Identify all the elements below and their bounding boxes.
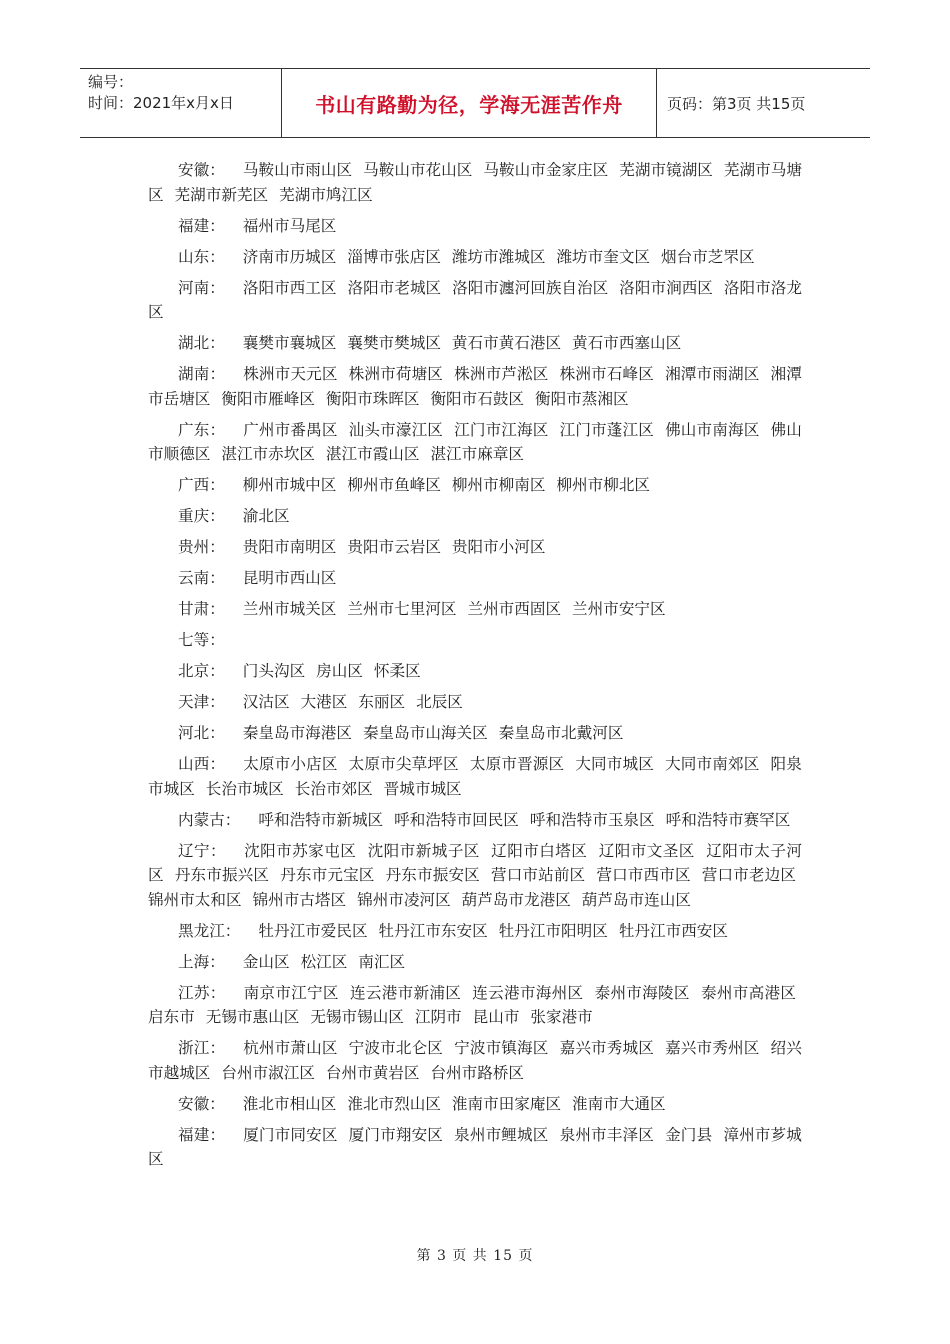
region-paragraph	[148, 158, 802, 207]
district-name: 南京市江宁区	[243, 983, 339, 1002]
district-name: 呼和浩特市新城区	[258, 810, 384, 829]
district-name: 长治市城区	[205, 779, 284, 798]
region-label: 广东：	[178, 420, 226, 439]
district-name: 汕头市濠江区	[348, 420, 444, 439]
district-name: 泰州市海陵区	[594, 983, 690, 1002]
header-meta	[80, 69, 282, 137]
district-name: 金门县	[665, 1125, 713, 1144]
district-name: 佛山市顺德区	[148, 420, 802, 463]
district-name: 营口市西市区	[596, 866, 691, 884]
district-name: 呼和浩特市回民区	[394, 810, 519, 829]
region-paragraph	[148, 659, 802, 684]
region-label: 安徽：	[178, 1094, 225, 1113]
region-paragraph	[148, 331, 802, 356]
district-name: 兰州市城关区	[242, 600, 337, 618]
district-name: 淮北市相山区	[242, 1094, 337, 1113]
district-name: 烟台市芝罘区	[660, 247, 755, 266]
district-name: 淮南市田家庵区	[451, 1094, 562, 1113]
district-name: 淄博市张店区	[347, 247, 441, 266]
district-name: 牡丹江市爱民区	[258, 921, 368, 940]
district-name: 福州市马尾区	[242, 216, 337, 235]
district-name: 太原市晋源区	[469, 755, 565, 773]
district-name: 启东市	[148, 1008, 195, 1026]
district-name: 柳州市城中区	[242, 476, 337, 494]
district-name: 沈阳市苏家屯区	[244, 841, 357, 860]
region-paragraph	[148, 1092, 802, 1117]
region-label: 河南：	[178, 278, 225, 297]
district-name: 葫芦岛市连山区	[581, 890, 691, 909]
region-paragraph	[148, 981, 802, 1030]
district-name: 泉州市丰泽区	[559, 1125, 654, 1144]
district-name: 衡阳市雁峰区	[221, 389, 315, 408]
region-paragraph	[148, 690, 802, 715]
district-name: 辽阳市白塔区	[491, 841, 588, 860]
district-name: 锦州市古塔区	[252, 890, 347, 909]
district-name: 淮南市大通区	[572, 1094, 666, 1113]
district-name: 洛阳市洛龙区	[148, 278, 802, 321]
district-name: 厦门市同安区	[243, 1125, 338, 1144]
region-label: 七等：	[178, 631, 225, 649]
header-motto-cell	[282, 69, 657, 137]
district-name: 马鞍山市金家庄区	[483, 161, 609, 179]
region-label: 山西：	[178, 755, 226, 773]
district-name: 晋城市城区	[383, 779, 462, 798]
region-paragraph	[148, 473, 802, 498]
district-name: 江门市江海区	[454, 420, 549, 439]
district-name: 大同市南郊区	[665, 755, 760, 773]
region-paragraph	[148, 214, 802, 239]
header-page-info: 页码：第3页 共15页	[667, 94, 806, 113]
region-paragraph	[148, 566, 802, 591]
region-paragraph	[148, 504, 802, 529]
district-name: 济南市历城区	[242, 247, 337, 266]
region-label: 福建：	[178, 216, 225, 235]
district-name: 大同市城区	[575, 755, 654, 773]
region-label: 北京：	[178, 662, 225, 680]
district-name: 襄樊市襄城区	[242, 334, 337, 352]
district-name: 泰州市高港区	[701, 983, 796, 1002]
district-name: 太原市小店区	[243, 755, 338, 773]
region-paragraph	[148, 276, 802, 325]
district-name: 台州市路桥区	[430, 1063, 525, 1082]
district-name: 沈阳市新城子区	[367, 841, 480, 860]
page-footer: 第 3 页 共 15 页	[416, 1248, 534, 1264]
district-name: 秦皇岛市北戴河区	[498, 724, 624, 742]
region-label: 河北：	[178, 724, 225, 742]
district-name: 金山区	[242, 952, 290, 971]
region-label: 安徽：	[178, 161, 225, 179]
district-name: 厦门市翔安区	[348, 1125, 444, 1144]
district-name: 呼和浩特市赛罕区	[665, 810, 791, 829]
district-name: 北辰区	[416, 693, 463, 711]
region-paragraph	[148, 919, 802, 944]
region-paragraph	[148, 245, 802, 270]
district-name: 株洲市荷塘区	[348, 365, 444, 383]
district-name: 洛阳市老城区	[347, 278, 442, 297]
region-label: 内蒙古：	[178, 810, 241, 829]
region-paragraph	[148, 808, 802, 833]
district-name: 衡阳市石鼓区	[430, 389, 525, 408]
district-name: 无锡市锡山区	[310, 1008, 404, 1026]
region-label: 天津：	[178, 693, 225, 711]
district-name: 株洲市石峰区	[559, 365, 654, 383]
region-paragraph	[148, 752, 802, 801]
region-label: 浙江：	[178, 1039, 226, 1057]
district-name: 绍兴市越城区	[148, 1039, 802, 1082]
district-name: 马鞍山市花山区	[363, 161, 473, 179]
district-name: 牡丹江市阳明区	[498, 921, 608, 940]
district-name: 黄石市黄石港区	[451, 334, 562, 352]
district-name: 柳州市柳北区	[556, 476, 651, 494]
region-paragraph	[148, 418, 802, 467]
district-name: 无锡市惠山区	[205, 1008, 300, 1026]
region-paragraph	[148, 362, 802, 411]
district-name: 东丽区	[358, 693, 406, 711]
district-name: 贵阳市小河区	[451, 538, 546, 556]
district-name: 襄樊市樊城区	[347, 334, 441, 352]
district-name: 汉沽区	[242, 693, 290, 711]
district-name: 营口市老边区	[701, 866, 796, 884]
region-paragraph	[148, 839, 802, 913]
district-name: 嘉兴市秀城区	[559, 1039, 654, 1057]
district-name: 潍坊市潍城区	[451, 247, 546, 266]
district-name: 湘潭市雨湖区	[665, 365, 760, 383]
district-name: 锦州市凌河区	[357, 890, 451, 909]
district-name: 张家港市	[530, 1008, 593, 1026]
district-name: 营口市站前区	[490, 866, 586, 884]
district-name: 芜湖市新芜区	[174, 185, 269, 204]
region-label: 江苏：	[178, 983, 226, 1002]
district-name: 洛阳市西工区	[242, 278, 337, 297]
district-name: 潍坊市奎文区	[556, 247, 651, 266]
district-name: 台州市黄岩区	[325, 1063, 420, 1082]
district-name: 宁波市镇海区	[454, 1039, 549, 1057]
region-label: 黑龙江：	[178, 921, 241, 940]
district-name: 丹东市振安区	[385, 866, 480, 884]
header-motto: 书山有路勤为径，学海无涯苦作舟	[315, 92, 623, 117]
region-paragraph	[148, 950, 802, 975]
district-name: 葫芦岛市龙港区	[461, 890, 571, 909]
district-name: 太原市尖草坪区	[348, 755, 459, 773]
district-name: 渝北区	[242, 507, 290, 525]
district-name: 淮北市烈山区	[347, 1094, 441, 1113]
district-name: 马鞍山市雨山区	[242, 161, 353, 179]
district-name: 衡阳市珠晖区	[325, 389, 420, 408]
district-name: 丹东市振兴区	[174, 866, 270, 884]
district-name: 牡丹江市西安区	[618, 921, 728, 940]
district-name: 柳州市柳南区	[451, 476, 546, 494]
district-name: 衡阳市蒸湘区	[535, 389, 629, 408]
district-name: 锦州市太和区	[148, 890, 242, 909]
district-name: 贵阳市云岩区	[347, 538, 441, 556]
district-name: 呼和浩特市玉泉区	[529, 810, 655, 829]
header-page-cell	[657, 69, 870, 137]
district-name: 昆明市西山区	[242, 569, 337, 587]
district-name: 牡丹江市东安区	[378, 921, 488, 940]
district-name: 黄石市西塞山区	[572, 334, 682, 352]
district-name: 湛江市赤坎区	[221, 445, 315, 463]
district-name: 丹东市元宝区	[280, 866, 375, 884]
district-name: 芜湖市马塘区	[148, 161, 802, 204]
district-name: 台州市淑江区	[221, 1063, 315, 1082]
district-name: 湛江市霞山区	[325, 445, 420, 463]
region-label: 贵州：	[178, 538, 225, 556]
district-name: 兰州市西固区	[467, 600, 562, 618]
district-name: 洛阳市瀍河回族自治区	[452, 278, 609, 297]
region-paragraph	[148, 721, 802, 746]
region-label: 辽宁：	[178, 841, 227, 860]
region-paragraph	[148, 1036, 802, 1085]
district-name: 江阴市	[414, 1008, 462, 1026]
region-paragraph	[148, 628, 802, 653]
region-label: 福建：	[178, 1125, 226, 1144]
district-name: 南汇区	[358, 952, 406, 971]
district-name: 辽阳市太子河区	[148, 841, 802, 884]
district-name: 怀柔区	[373, 662, 421, 680]
region-label: 云南：	[178, 569, 225, 587]
district-name: 秦皇岛市山海关区	[362, 724, 488, 742]
district-name: 佛山市南海区	[665, 420, 760, 439]
district-name: 松江区	[300, 952, 348, 971]
document-header	[80, 68, 870, 138]
district-name: 连云港市新浦区	[350, 983, 462, 1002]
district-name: 兰州市安宁区	[572, 600, 666, 618]
region-label: 重庆：	[178, 507, 225, 525]
district-name: 湛江市麻章区	[430, 445, 525, 463]
region-paragraph	[148, 597, 802, 622]
district-name: 柳州市鱼峰区	[347, 476, 441, 494]
district-name: 大港区	[300, 693, 348, 711]
district-name: 泉州市鲤城区	[454, 1125, 549, 1144]
district-name: 兰州市七里河区	[347, 600, 457, 618]
district-name: 昆山市	[472, 1008, 520, 1026]
district-name: 辽阳市文圣区	[598, 841, 695, 860]
district-name: 宁波市北仑区	[348, 1039, 444, 1057]
district-name: 门头沟区	[242, 662, 306, 680]
region-label: 甘肃：	[178, 600, 225, 618]
region-label: 湖北：	[178, 334, 225, 352]
header-date-label: 时间：2021年x月x日	[88, 94, 234, 112]
region-label: 广西：	[178, 476, 225, 494]
district-name: 秦皇岛市海港区	[242, 724, 352, 742]
district-name: 江门市蓬江区	[559, 420, 654, 439]
district-name: 长治市郊区	[294, 779, 373, 798]
district-name: 芜湖市镜湖区	[619, 161, 713, 179]
district-name: 阳泉市城区	[148, 755, 802, 798]
district-name: 房山区	[316, 662, 363, 680]
district-name: 杭州市萧山区	[243, 1039, 338, 1057]
district-name: 广州市番禺区	[243, 420, 338, 439]
region-paragraph	[148, 535, 802, 560]
district-name: 嘉兴市秀州区	[665, 1039, 760, 1057]
district-name: 连云港市海州区	[472, 983, 584, 1002]
district-name: 贵阳市南明区	[242, 538, 337, 556]
district-name: 湘潭市岳塘区	[148, 365, 802, 408]
document-body	[148, 158, 802, 1178]
header-number-label: 编号：	[88, 73, 134, 91]
district-name: 株洲市天元区	[243, 365, 338, 383]
region-label: 山东：	[178, 247, 225, 266]
district-name: 漳州市芗城区	[148, 1125, 802, 1168]
district-name: 洛阳市涧西区	[619, 278, 713, 297]
region-label: 上海：	[178, 952, 225, 971]
district-name: 芜湖市鸠江区	[279, 185, 373, 204]
region-paragraph	[148, 1123, 802, 1172]
district-name: 株洲市芦淞区	[454, 365, 549, 383]
region-label: 湖南：	[178, 365, 226, 383]
